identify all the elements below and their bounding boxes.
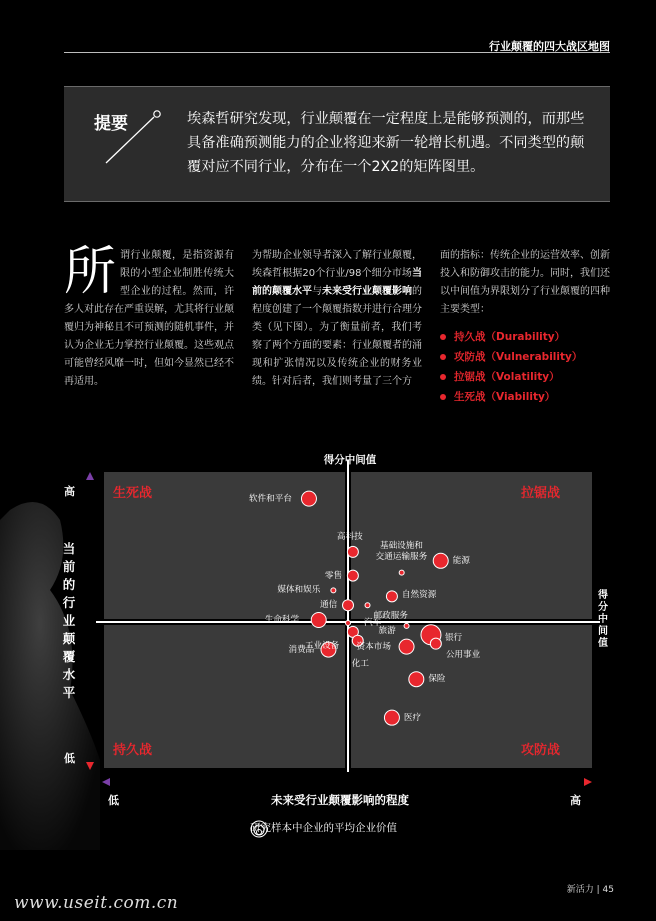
point-label: 工业设备 [304, 640, 340, 651]
body-column-2 [252, 247, 422, 391]
point-label: 公用事业 [445, 649, 481, 660]
point-label: 医疗 [403, 712, 422, 723]
disruption-matrix-chart [0, 440, 656, 850]
x-axis-arrow-right [584, 778, 592, 786]
data-point [346, 620, 351, 625]
chart-right-title: 得分中间值 [598, 590, 608, 649]
point-label: 软件和平台 [248, 493, 292, 504]
legend-text: 研究样本中企业的平均企业价值 [250, 822, 397, 834]
y-low-label: 低 [64, 752, 75, 765]
type-list [440, 327, 610, 407]
quadrant-top-right: 拉锯战 [521, 486, 561, 501]
col3-text: 面的指标：传统企业的运营效率、创新投入和防御攻击的能力。同时，我们还以中间值为界限划分了行业颠覆的四种主要类型： [440, 250, 610, 315]
col2-text-a: 为帮助企业领导者深入了解行业颠覆，埃森哲根据20个行业/98个细分市场 [252, 250, 422, 279]
bubble-size-icon [250, 820, 268, 838]
chart-legend [250, 820, 397, 835]
data-point [399, 570, 404, 575]
list-item: 拉锯战（Volatility） [440, 367, 610, 387]
data-point [347, 546, 358, 557]
point-label: 基础设施和 交通运输服务 [375, 540, 428, 562]
point-label: 媒体和娱乐 [277, 585, 321, 596]
quadrant-bottom-left: 持久战 [113, 743, 153, 758]
point-label: 消费品 [288, 644, 315, 655]
data-point [347, 570, 358, 581]
bullet-icon [440, 334, 446, 340]
abstract-box [64, 86, 610, 202]
data-point [301, 491, 316, 506]
bullet-icon [440, 374, 446, 380]
x-axis-arrow-left [102, 778, 110, 786]
col2-emph-future: 未来受行业颠覆影响 [322, 286, 412, 297]
quadrant-top-left: 生死战 [113, 486, 153, 501]
point-label: 通信 [320, 600, 338, 611]
data-point [404, 623, 409, 628]
bullet-icon [440, 354, 446, 360]
body-column-3 [440, 247, 610, 407]
point-label: 高科技 [336, 531, 363, 542]
point-label: 汽车 [364, 617, 382, 628]
data-point [384, 710, 399, 725]
quadrant-bottom-right: 攻防战 [521, 743, 561, 758]
list-item: 持久战（Durability） [440, 327, 610, 347]
x-high-label: 高 [570, 794, 581, 807]
data-point [311, 613, 326, 628]
x-axis-title: 未来受行业颠覆影响的程度 [271, 793, 409, 807]
data-point [343, 600, 354, 611]
point-label: 保险 [428, 674, 446, 685]
y-high-label: 高 [64, 485, 75, 498]
col2-text-e: 的程度创建了一个颠覆指数并进行合理分类（见下图）。为了衡量前者，我们考察了两个方面的要素：行业颠覆者的涌现和扩张情况以及传统企业的财务业绩。针对后者，我们则考量了三个方 [252, 286, 422, 387]
abstract-text: 埃森哲研究发现，行业颠覆在一定程度上是能够预测的，而那些具备准确预测能力的企业将迎来新一轮增长机遇。不同类型的颠覆对应不同行业，分布在一个2X2的矩阵图里。 [187, 111, 585, 175]
data-point [399, 639, 414, 654]
point-label: 资本市场 [356, 641, 391, 652]
data-point [409, 672, 424, 687]
chart-top-title: 得分中间值 [323, 454, 377, 466]
col2-emph-current: 当前的颠覆水平 [252, 268, 422, 297]
list-item: 生死战（Viability） [440, 387, 610, 407]
point-label: 银行 [444, 632, 463, 643]
y-axis-arrow-bottom [86, 762, 94, 770]
y-axis-title: 当前的行业颠覆水平 [62, 541, 76, 700]
data-point [430, 638, 441, 649]
data-point [386, 591, 397, 602]
drop-cap: 所 [64, 242, 117, 302]
point-label: 自然资源 [401, 590, 437, 601]
bullet-icon [440, 394, 446, 400]
watermark-url: www.useit.com.cn [14, 893, 179, 913]
col2-text-c: 与 [312, 286, 322, 297]
data-point [365, 603, 370, 608]
data-point [433, 553, 448, 568]
section-title: 行业颠覆的四大战区地图 [489, 40, 610, 53]
data-point [331, 588, 336, 593]
y-axis-arrow-top [86, 472, 94, 480]
point-label: 旅游 [378, 625, 396, 636]
point-label: 生命科学 [264, 615, 300, 625]
x-low-label: 低 [108, 794, 119, 807]
point-label: 化工 [351, 658, 369, 669]
page-footer: 新活力 | 45 [566, 885, 614, 895]
list-item: 攻防战（Vulnerability） [440, 347, 610, 367]
point-label: 邮政服务 [373, 611, 408, 622]
pen-icon [102, 105, 164, 167]
point-label: 零售 [324, 570, 343, 581]
col1-text: 谓行业颠覆，是指资源有限的小型企业制胜传统大型企业的过程。然而，许多人对此存在严重误解，尤其将行业颠覆归为神秘且不可预测的随机事件，并认为企业无力掌控行业颠覆。这些观点可能曾经风靡一时，但如今显然已经不再适用。 [64, 250, 234, 387]
body-column-1 [64, 242, 234, 391]
point-label: 能源 [452, 555, 470, 566]
abstract-label: 提要 [94, 114, 128, 134]
